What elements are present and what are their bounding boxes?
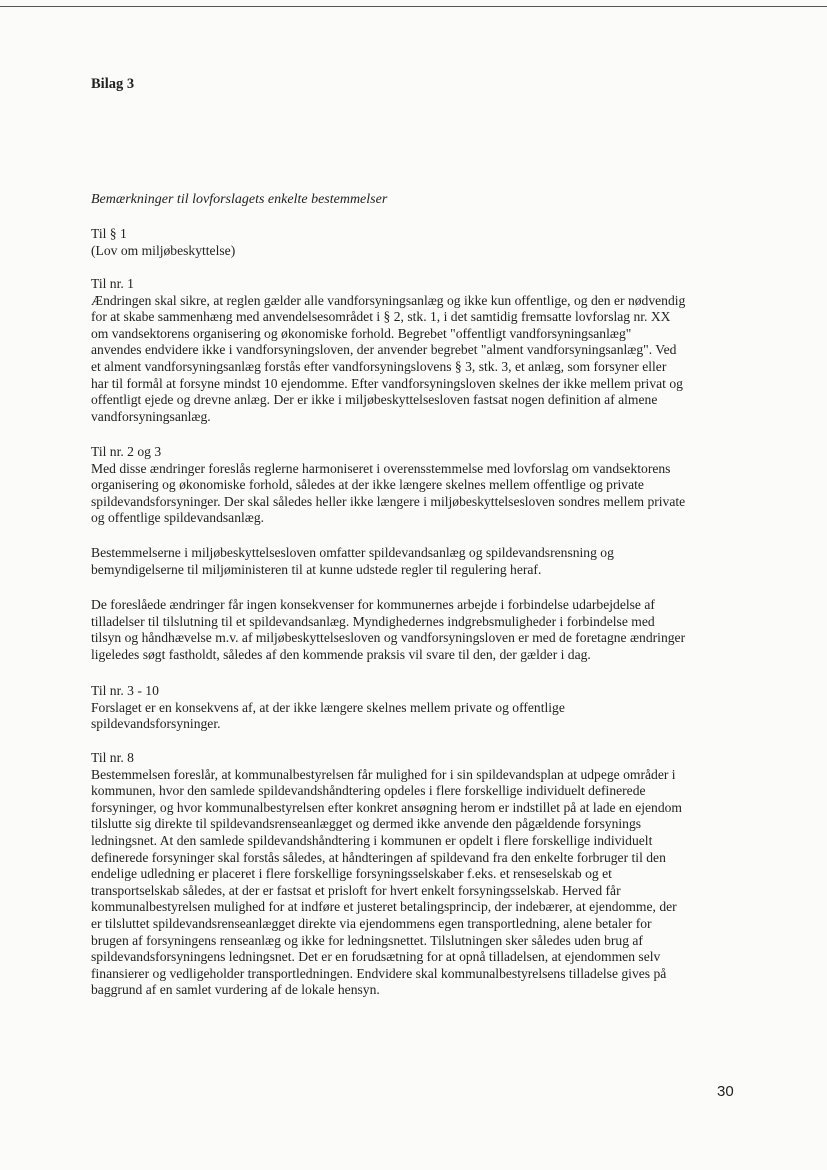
section-line: tilsyn og håndhævelse m.v. af miljøbeskyttelsesloven og vandforsyningsloven er med de foretagne ændringer: [91, 630, 686, 646]
section-line: forsyninger, og hvor kommunalbestyrelsen efter konkret ansøgning herom er indstillet på at lade en ejendom: [91, 799, 682, 815]
section-line: Ændringen skal sikre, at reglen gælder alle vandforsyningsanlæg og ikke kun offentlige, og den er nødvendig: [91, 292, 686, 308]
section-til-nr-8: [91, 750, 747, 999]
section-line: tilladelser til tilslutning til et spildevandsanlæg. Myndighedernes indgrebsmuligheder i forbindelse med: [91, 613, 655, 629]
section-line: kommunalbestyrelsen mulighed for at indføre et justeret betalingsprincip, der indebærer, at ejendomme, der: [91, 899, 677, 915]
section-heading: Til nr. 8: [91, 750, 134, 765]
section-line: ledningsnet. At den samlede spildevandshåndtering i kommunen er opdelt i flere forskellige individuelt: [91, 832, 653, 848]
section-line: vandforsyningsanlæg.: [91, 408, 211, 424]
section-line: Bestemmelserne i miljøbeskyttelsesloven omfatter spildevandsanlæg og spildevandsrensning og: [91, 545, 614, 560]
document-title: Bemærkninger til lovforslagets enkelte bestemmelser: [91, 192, 388, 207]
section-heading: Til nr. 3 - 10: [91, 683, 159, 698]
section-line: endelige udledning er placeret i flere forskellige forsyningsselskaber f.eks. et renseselskab og et: [91, 866, 612, 882]
section-line: baggrund af en samlet vurdering af de lokale hensyn.: [91, 982, 380, 998]
section-line: De foreslåede ændringer får ingen konsekvenser for kommunernes arbejde i forbindelse udarbejdelse af: [91, 597, 655, 612]
section-heading: Til nr. 2 og 3: [91, 444, 162, 459]
section-line: spildevandsforsyninger. Der skal således heller ikke længere i miljøbeskyttelsesloven sondres mellem private: [91, 493, 686, 509]
section-line: anvendes endvidere ikke i vandforsyningsloven, der anvender begrebet "alment vandforsyningsanlæg". Ved: [91, 342, 677, 358]
section-til-paragraf-1: [91, 226, 747, 259]
section-til-nr-3-10: [91, 683, 747, 733]
section-line: og offentlige spildevandsanlæg.: [91, 510, 265, 526]
section-line: finansierer og vedligeholder transportledningen. Endvidere skal kommunalbestyrelsens tilladelse gives på: [91, 965, 667, 981]
section-til-nr-1: [91, 276, 747, 425]
section-line: definerede forsyninger skal forstås således, at håndteringen af spildevand fra den enkelte forbruger til den: [91, 849, 666, 865]
section-line: tilslutte sig direkte til spildevandsrenseanlægget og dermed ikke anvende den pågældende forsynings: [91, 816, 642, 832]
section-line: (Lov om miljøbeskyttelse): [91, 242, 236, 258]
section-line: organisering og økonomiske forhold, således at der ikke længere skelnes mellem offentlige og private: [91, 477, 644, 493]
section-line: kommunen, hvor den samlede spildevandshåndtering opdeles i flere forskellige individuelt definerede: [91, 783, 646, 799]
section-line: om vandsektorens organisering og økonomiske forhold. Begrebet "offentligt vandforsyningsanlæg": [91, 325, 632, 341]
page-number: 30: [717, 1083, 734, 1100]
section-line: Forslaget er en konsekvens af, at der ikke længere skelnes mellem private og offentlige: [91, 699, 565, 715]
paragraph-konsekvenser: [91, 597, 747, 663]
section-line: brugen af forsyningens renseanlæg og ikke for ledningsnettet. Tilslutningen sker således uden brug af: [91, 932, 643, 948]
section-line: Med disse ændringer foreslås reglerne harmoniseret i overensstemmelse med lovforslag om vandsektorens: [91, 460, 671, 476]
section-line: transportselskab således, at der er fastsat et prisloft for hvert enkelt forsyningsselskab. Herved får: [91, 882, 621, 898]
section-line: Bestemmelsen foreslår, at kommunalbestyrelsen får mulighed for i sin spildevandsplan at udpege områder i: [91, 766, 676, 782]
section-line: spildevandsforsyningens ledningsnet. Det er en forudsætning for at opnå tilladelsen, at ejendommen selv: [91, 949, 661, 965]
section-line: ligeledes søgt fastholdt, således af den kommende praksis vil svare til den, der gælder i dag.: [91, 646, 591, 662]
section-heading: Til nr. 1: [91, 276, 134, 291]
section-line: offentligt ejede og drevne anlæg. Der er ikke i miljøbeskyttelsesloven fastsat nogen definition af almene: [91, 392, 658, 408]
section-line: et alment vandforsyningsanlæg forstås efter vandforsyningslovens § 3, stk. 3, et anlæg, som forsyner eller: [91, 358, 667, 374]
paragraph-bestemmelserne: [91, 545, 747, 578]
section-line: har til formål at forsyne mindst 10 ejendomme. Efter vandforsyningsloven skelnes der ikke mellem privat og: [91, 375, 683, 391]
section-line: er tilsluttet spildevandsrenseanlægget direkte via ejendommens egen transportledning, alene betaler for: [91, 915, 652, 931]
section-til-nr-2-og-3: [91, 444, 747, 527]
top-rule: [0, 6, 827, 7]
section-heading: Til § 1: [91, 226, 127, 241]
section-line: for at skabe sammenhæng med anvendelsesområdet i § 2, stk. 1, i det samtidig fremsatte lovforslag nr. XX: [91, 309, 671, 325]
section-line: bemyndigelserne til miljøministeren til at kunne udstede regler til regulering heraf.: [91, 561, 542, 577]
appendix-label: Bilag 3: [91, 76, 135, 92]
section-line: spildevandsforsyninger.: [91, 716, 221, 732]
